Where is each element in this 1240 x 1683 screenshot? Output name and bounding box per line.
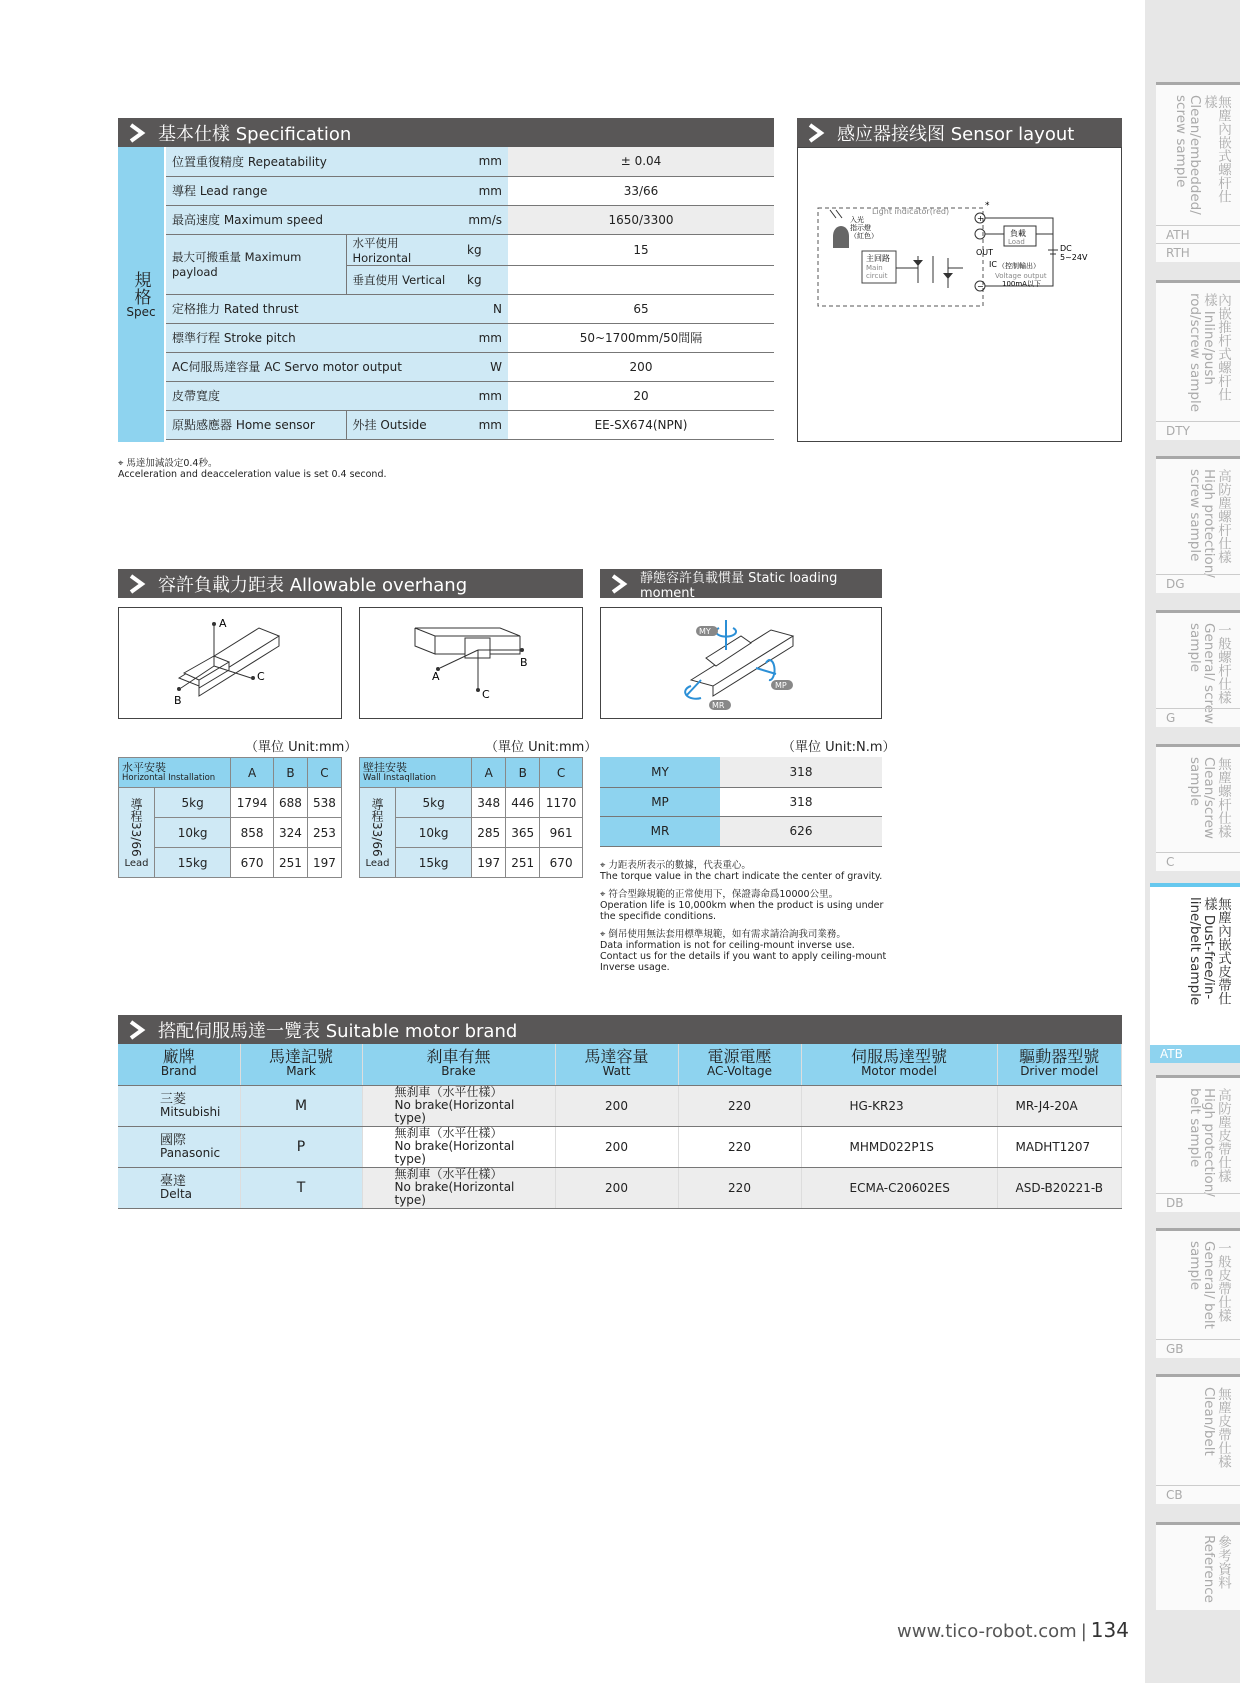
- tab-label: 高防塵螺杆仕樣 High protection/ screw sample: [1187, 469, 1231, 578]
- footer-url[interactable]: www.tico-robot.com: [897, 1621, 1077, 1642]
- table-row: [166, 410, 774, 439]
- cell: 324: [273, 818, 307, 848]
- overhang-unit-w: （單位 Unit:mm）: [485, 740, 598, 755]
- spec-unit: kg: [461, 234, 508, 265]
- spec-label: 皮帶寬度: [166, 381, 461, 410]
- note-en: The torque value in the chart indicate the center of gravity.: [600, 871, 883, 882]
- spec-table: [166, 147, 774, 440]
- motor-model-cell: HG-KR23: [801, 1085, 997, 1126]
- th-brake: [362, 1044, 555, 1085]
- brand-cell: [118, 1167, 240, 1208]
- spec-label: AC伺服馬達容量 AC Servo motor output: [166, 352, 461, 381]
- cell: 1794: [231, 788, 274, 818]
- cell: 688: [273, 788, 307, 818]
- th-voltage: [678, 1044, 801, 1085]
- tab-inline-push-screw[interactable]: [1156, 280, 1240, 440]
- spec-sublabel: 垂直使用 Vertical: [346, 265, 461, 294]
- col-b: B: [506, 758, 540, 788]
- row-load: 15kg: [155, 848, 231, 878]
- spec-side-label: [118, 147, 164, 442]
- note-cn: ⌖ 符合型錄規範的正常使用下，保證壽命爲10000公里。: [600, 889, 839, 900]
- cell: 365: [506, 818, 540, 848]
- tab-reference[interactable]: [1156, 1522, 1240, 1610]
- th-en: Driver model: [1020, 1064, 1099, 1079]
- row-load: 10kg: [155, 818, 231, 848]
- motor-title: 搭配伺服馬達一覽表 Suitable motor brand: [158, 1020, 518, 1042]
- spec-label: 最大可搬重量 Maximum payload: [166, 234, 346, 294]
- table-row: [600, 816, 882, 846]
- table-row: [166, 294, 774, 323]
- table-row: [166, 176, 774, 205]
- brake-cell: [362, 1167, 555, 1208]
- svg-text:−: −: [977, 282, 984, 291]
- th-cn: 馬達記號: [268, 1047, 333, 1067]
- star-mark: *: [985, 201, 990, 211]
- table-row: [360, 758, 583, 788]
- spec-label: 最高速度 Maximum speed: [166, 205, 461, 234]
- overhang-unit-h: （單位 Unit:mm）: [245, 740, 358, 755]
- th-cn: 廠牌: [162, 1047, 195, 1067]
- spec-value: [508, 265, 774, 294]
- volt-cell: 220: [678, 1126, 801, 1167]
- spec-value: 20: [508, 381, 774, 410]
- table-row: [360, 788, 583, 818]
- main-en-2: circuit: [866, 272, 888, 280]
- footer: www.tico-robot.com | 134: [897, 1618, 1129, 1642]
- tab-label: 內嵌推杆式螺杆仕樣 Inline/push rod/screw sample: [1187, 293, 1231, 413]
- ic-label: IC: [989, 260, 997, 269]
- w-head-en: Wall Instaqllation: [363, 772, 436, 783]
- tab-clean-embedded-screw[interactable]: [1156, 82, 1240, 262]
- static-title: 靜態容許負載慣量 Static loading moment: [640, 570, 838, 601]
- brand-en: Delta: [160, 1186, 193, 1201]
- spec-unit: mm: [461, 410, 508, 439]
- th-en: Mark: [286, 1064, 316, 1079]
- spec-unit: mm: [461, 323, 508, 352]
- brake-cell: [362, 1085, 555, 1126]
- cell: 251: [273, 848, 307, 878]
- col-c: C: [307, 758, 341, 788]
- cell: 253: [307, 818, 341, 848]
- h-side-en: Lead: [124, 858, 149, 869]
- spec-label: 導程 Lead range: [166, 176, 461, 205]
- moment-svg: [601, 608, 880, 717]
- spec-sublabel: 外挂 Outside: [346, 410, 461, 439]
- spec-unit: kg: [461, 265, 508, 294]
- main-en-1: Main: [866, 264, 883, 272]
- col-b: B: [273, 758, 307, 788]
- mark-cell: P: [240, 1126, 362, 1167]
- spec-unit: N: [461, 294, 508, 323]
- sensor-diagram: [797, 147, 1122, 442]
- tab-code: ATH: [1156, 225, 1240, 244]
- th-mark: [240, 1044, 362, 1085]
- sensor-header: [797, 118, 1122, 147]
- overhang-wall-diagram: [359, 607, 583, 719]
- brand-cell: [118, 1085, 240, 1126]
- spec-value: 65: [508, 294, 774, 323]
- col-c: C: [540, 758, 583, 788]
- table-row: [166, 147, 774, 176]
- motor-model-cell: MHMD022P1S: [801, 1126, 997, 1167]
- motor-header: [118, 1015, 1122, 1044]
- h-side: [119, 788, 155, 878]
- note-cn: ⌖ 倒吊使用無法套用標準規範，如有需求請洽詢我司業務。: [600, 929, 846, 940]
- tab-label: 一般螺杆仕樣 General/ screw sample: [1187, 623, 1231, 725]
- th-en: Watt: [602, 1064, 631, 1079]
- volt-cell: 220: [678, 1085, 801, 1126]
- spec-title: 基本仕樣 Specification: [158, 123, 352, 145]
- brand-cn: 國際: [160, 1132, 187, 1148]
- tab-code: DB: [1156, 1193, 1240, 1212]
- static-notes: [600, 860, 890, 973]
- brand-en: Panasonic: [160, 1145, 221, 1160]
- tab-label: 無塵內嵌式皮帶仕樣 Dust-free/in-line/belt sample: [1187, 897, 1231, 1006]
- cell: 446: [506, 788, 540, 818]
- light-en: Light indicator(red): [872, 207, 950, 216]
- label-a: A: [219, 617, 227, 630]
- table-row: [600, 787, 882, 816]
- mr-tag: MR: [712, 701, 725, 710]
- volt-label: 5~24V: [1060, 253, 1088, 262]
- moment-name: MP: [600, 787, 720, 816]
- cell: 961: [540, 818, 583, 848]
- spec-value: 200: [508, 352, 774, 381]
- brake-cell: [362, 1126, 555, 1167]
- tab-code: GB: [1156, 1339, 1240, 1358]
- tab-clean-screw[interactable]: [1156, 744, 1240, 871]
- w-side-en: Lead: [365, 858, 390, 869]
- moment-value: 318: [720, 757, 882, 787]
- spec-unit: mm: [461, 176, 508, 205]
- spec-unit: mm: [461, 381, 508, 410]
- spec-value: EE-SX674(NPN): [508, 410, 774, 439]
- light-cn2: 指示燈: [850, 224, 871, 232]
- w-head: [360, 758, 472, 788]
- chevron-right-icon: [128, 1020, 146, 1040]
- page-number: 134: [1090, 1618, 1129, 1642]
- tab-high-protection-screw[interactable]: [1156, 456, 1240, 593]
- row-load: 10kg: [396, 818, 472, 848]
- th-cn: 伺服馬達型號: [850, 1047, 947, 1067]
- row-load: 5kg: [155, 788, 231, 818]
- chevron-right-icon: [128, 123, 146, 143]
- brand-cell: [118, 1126, 240, 1167]
- table-row: [119, 788, 342, 818]
- table-row: [166, 323, 774, 352]
- th-en: AC-Voltage: [706, 1064, 772, 1079]
- th-en: Motor model: [861, 1064, 937, 1079]
- moment-value: 626: [720, 816, 882, 846]
- watt-cell: 200: [555, 1167, 678, 1208]
- static-diagram: [600, 607, 882, 719]
- th-brand: [118, 1044, 240, 1085]
- tab-label: 無塵皮帶仕樣 Clean/belt: [1201, 1387, 1231, 1468]
- row-load: 15kg: [396, 848, 472, 878]
- overhang-horizontal-table: [118, 757, 342, 878]
- brake-cn: 無刹車（水平仕樣）: [394, 1126, 503, 1140]
- chevron-right-icon: [610, 574, 628, 594]
- spec-label: 標準行程 Stroke pitch: [166, 323, 461, 352]
- tab-code: C: [1156, 852, 1240, 871]
- static-table: [600, 757, 882, 847]
- my-tag: MY: [699, 627, 711, 636]
- brake-en: No brake(Horizontal type): [394, 1139, 515, 1166]
- load-en: Load: [1008, 238, 1025, 246]
- table-header-row: [118, 1044, 1122, 1085]
- cell: 1170: [540, 788, 583, 818]
- motor-table: [118, 1044, 1122, 1209]
- tab-code: ATB: [1150, 1045, 1240, 1063]
- spec-unit: W: [461, 352, 508, 381]
- brake-en: No brake(Horizontal type): [394, 1180, 515, 1207]
- cell: 348: [472, 788, 506, 818]
- tab-code: DG: [1156, 574, 1240, 593]
- th-cn: 電源電壓: [707, 1047, 772, 1067]
- h-head-cn: 水平安裝: [122, 760, 166, 774]
- th-cn: 刹車有無: [426, 1047, 491, 1067]
- spec-unit: mm: [461, 147, 508, 176]
- mark-cell: T: [240, 1167, 362, 1208]
- spec-label: 原點感應器 Home sensor: [166, 410, 346, 439]
- table-row: [118, 1085, 1122, 1126]
- horizontal-rail-svg: [119, 608, 340, 717]
- spec-label: 定格推力 Rated thrust: [166, 294, 461, 323]
- main-cn: 主回路: [866, 254, 890, 263]
- overhang-header: [118, 569, 583, 598]
- overhang-title: 容許負載力距表 Allowable overhang: [158, 574, 468, 596]
- cell: 197: [472, 848, 506, 878]
- tab-label: 高防塵皮帶仕樣 High protection/ belt sample: [1187, 1088, 1231, 1197]
- label-b: B: [520, 656, 528, 669]
- brand-en: Mitsubishi: [160, 1104, 221, 1119]
- table-row: [166, 352, 774, 381]
- th-watt: [555, 1044, 678, 1085]
- tab-code: G: [1156, 708, 1240, 727]
- w-side-cn: 導程33/66: [370, 797, 384, 857]
- cell: 251: [506, 848, 540, 878]
- overhang-horizontal-diagram: [118, 607, 342, 719]
- watt-cell: 200: [555, 1126, 678, 1167]
- driver-model-cell: MR-J4-20A: [997, 1085, 1122, 1126]
- brake-cn: 無刹車（水平仕樣）: [394, 1167, 503, 1181]
- row-load: 5kg: [396, 788, 472, 818]
- mp-tag: MP: [775, 681, 787, 690]
- tab-label: 參考資料 Reference: [1201, 1535, 1231, 1603]
- spec-header: [118, 118, 774, 147]
- tab-label: 一般皮帶仕樣 General/ belt sample: [1187, 1241, 1231, 1329]
- tab-general-screw[interactable]: [1156, 610, 1240, 727]
- brand-cn: 臺達: [160, 1173, 187, 1189]
- th-motor-model: [801, 1044, 997, 1085]
- th-cn: 驅動器型號: [1019, 1047, 1100, 1067]
- chevron-right-icon: [128, 574, 146, 594]
- cell: 197: [307, 848, 341, 878]
- cell: 285: [472, 818, 506, 848]
- cell: 538: [307, 788, 341, 818]
- tab-label: 無塵螺杆仕樣 Clean/screw sample: [1187, 757, 1231, 839]
- spec-value: 1650/3300: [508, 205, 774, 234]
- tab-code: RTH: [1156, 243, 1240, 262]
- h-side-cn: 導程33/66: [129, 797, 143, 857]
- label-a: A: [432, 670, 440, 683]
- brake-cn: 無刹車（水平仕樣）: [394, 1085, 503, 1099]
- note-en: Data information is not for ceiling-mount inverse use. Contact us for the details if you want to apply ceiling-mount Inverse usage.: [600, 940, 887, 973]
- spec-sublabel: 水平使用 Horizontal: [346, 234, 461, 265]
- note-cn: ⌖ 馬達加減設定0.4秒。: [118, 458, 218, 469]
- spec-side-en: Spec: [126, 304, 156, 319]
- vout-label: Voltage output: [995, 272, 1047, 280]
- label-c: C: [482, 688, 490, 701]
- sensor-circuit-svg: [798, 148, 1120, 440]
- static-header: [600, 569, 882, 601]
- motor-model-cell: ECMA-C20602ES: [801, 1167, 997, 1208]
- tab-dust-free-inline-belt[interactable]: [1150, 883, 1240, 1063]
- w-head-cn: 壁挂安裝: [363, 760, 407, 774]
- table-row: [118, 1126, 1122, 1167]
- table-row: [166, 381, 774, 410]
- driver-model-cell: ASD-B20221-B: [997, 1167, 1122, 1208]
- w-side: [360, 788, 396, 878]
- driver-model-cell: MADHT1207: [997, 1126, 1122, 1167]
- col-a: A: [231, 758, 274, 788]
- note-cn: ⌖ 力距表所表示的數據，代表重心。: [600, 860, 751, 871]
- spec-note: [118, 458, 387, 480]
- brake-en: No brake(Horizontal type): [394, 1098, 515, 1125]
- label-c: C: [257, 670, 265, 683]
- tab-high-protection-belt[interactable]: [1156, 1075, 1240, 1212]
- cell: 670: [540, 848, 583, 878]
- h-head-en: Horizontal Installation: [122, 772, 216, 783]
- svg-text:+: +: [977, 214, 984, 223]
- load-cn: 負載: [1010, 229, 1026, 238]
- th-en: Brand: [160, 1064, 197, 1079]
- static-unit: （單位 Unit:N.m）: [782, 740, 896, 755]
- spec-value: ± 0.04: [508, 147, 774, 176]
- spec-value: 33/66: [508, 176, 774, 205]
- table-row: [166, 234, 774, 265]
- sensor-title: 感应器接线图 Sensor layout: [837, 123, 1075, 145]
- spec-value: 15: [508, 234, 774, 265]
- th-cn: 馬達容量: [584, 1047, 649, 1067]
- wall-rail-svg: [360, 608, 581, 717]
- spec-value: 50~1700mm/50間隔: [508, 323, 774, 352]
- spec-side-cn: 規格: [130, 270, 151, 305]
- moment-name: MY: [600, 757, 720, 787]
- overhang-wall-table: [359, 757, 583, 878]
- ctrl-label: （控制輸出）: [998, 262, 1040, 270]
- th-en: Brake: [441, 1064, 476, 1079]
- th-driver-model: [997, 1044, 1122, 1085]
- tab-label: 無塵內嵌式螺杆仕樣 Clean/embedded/ screw sample: [1173, 95, 1231, 215]
- moment-name: MR: [600, 816, 720, 846]
- watt-cell: 200: [555, 1085, 678, 1126]
- tab-code: CB: [1156, 1485, 1240, 1504]
- cell: 858: [231, 818, 274, 848]
- table-row: [166, 205, 774, 234]
- tab-clean-belt[interactable]: [1156, 1374, 1240, 1504]
- table-row: [119, 758, 342, 788]
- moment-value: 318: [720, 787, 882, 816]
- tab-code: DTY: [1156, 421, 1240, 440]
- dc-label: DC: [1060, 244, 1072, 253]
- spec-label: 位置重復精度 Repeatability: [166, 147, 461, 176]
- brand-cn: 三菱: [160, 1091, 187, 1107]
- out-label: OUT: [976, 248, 994, 257]
- h-head: [119, 758, 231, 788]
- note-en: Operation life is 10,000km when the product is using under the specifide conditions.: [600, 900, 884, 922]
- mark-cell: M: [240, 1085, 362, 1126]
- spec-unit: mm/s: [461, 205, 508, 234]
- chevron-right-icon: [807, 123, 825, 143]
- volt-cell: 220: [678, 1167, 801, 1208]
- table-row: [118, 1167, 1122, 1208]
- light-cn: 入光: [850, 216, 864, 224]
- col-a: A: [472, 758, 506, 788]
- label-b: B: [174, 694, 182, 707]
- ma-label: 100mA以下: [1002, 280, 1041, 288]
- table-row: [600, 757, 882, 787]
- light-cn3: （紅色）: [850, 232, 878, 240]
- note-en: Acceleration and deacceleration value is set 0.4 second.: [118, 469, 387, 480]
- cell: 670: [231, 848, 274, 878]
- tab-general-belt[interactable]: [1156, 1228, 1240, 1358]
